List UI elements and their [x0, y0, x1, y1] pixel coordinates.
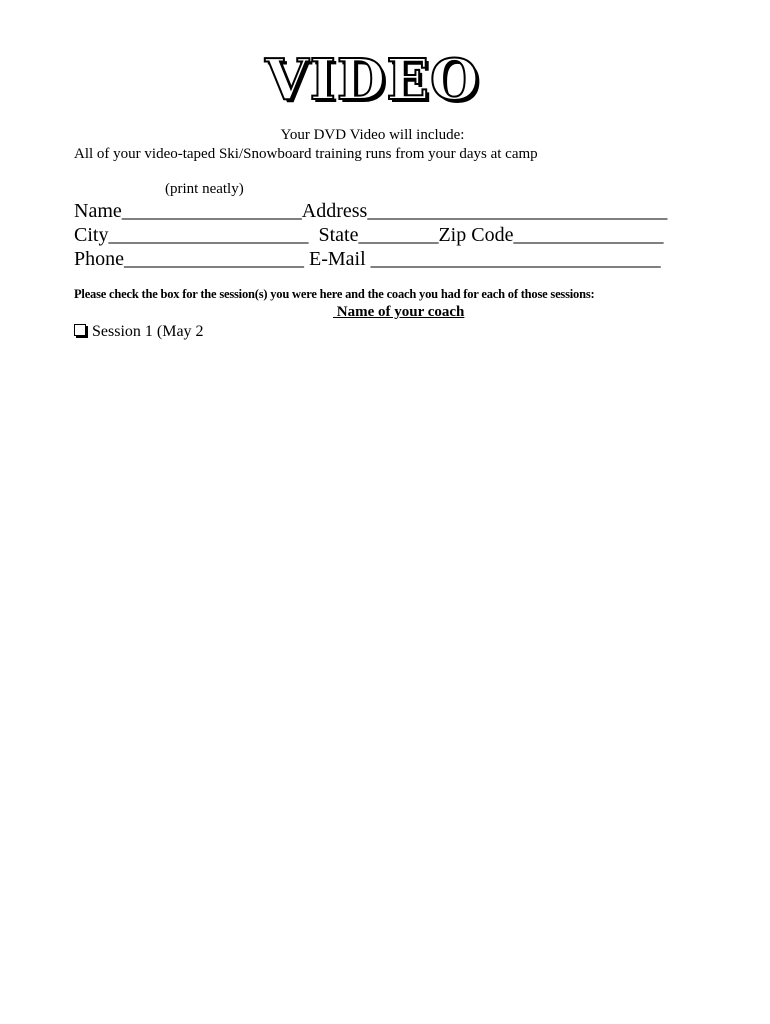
- session-checkbox[interactable]: [74, 324, 86, 336]
- intro-line-2: All of your video-taped Ski/Snowboard training runs from your days at camp: [74, 146, 538, 162]
- phone-field[interactable]: Phone__________________: [74, 248, 304, 270]
- session-instruction: Please check the box for the session(s) you were here and the coach you had for each of those sessions:: [74, 287, 595, 301]
- city-field[interactable]: City____________________: [74, 224, 309, 246]
- zip-code-field[interactable]: Zip Code_______________: [438, 224, 664, 246]
- print-neatly-note: (print neatly): [165, 181, 244, 197]
- phone-email-row: [74, 249, 661, 269]
- name-address-row: [74, 201, 667, 221]
- session-item[interactable]: [74, 324, 204, 340]
- state-field[interactable]: State________: [318, 224, 439, 246]
- city-state-zip-row: [74, 225, 663, 245]
- name-field[interactable]: Name__________________: [74, 200, 302, 222]
- session-label: Session 1 (May 2: [92, 323, 204, 340]
- address-field[interactable]: Address______________________________: [301, 200, 668, 222]
- page-title: VIDEO: [265, 47, 480, 113]
- intro-line-1: Your DVD Video will include:: [280, 127, 465, 143]
- email-field[interactable]: E-Mail _____________________________: [309, 248, 661, 270]
- coach-column-header: Name of your coach: [333, 304, 465, 320]
